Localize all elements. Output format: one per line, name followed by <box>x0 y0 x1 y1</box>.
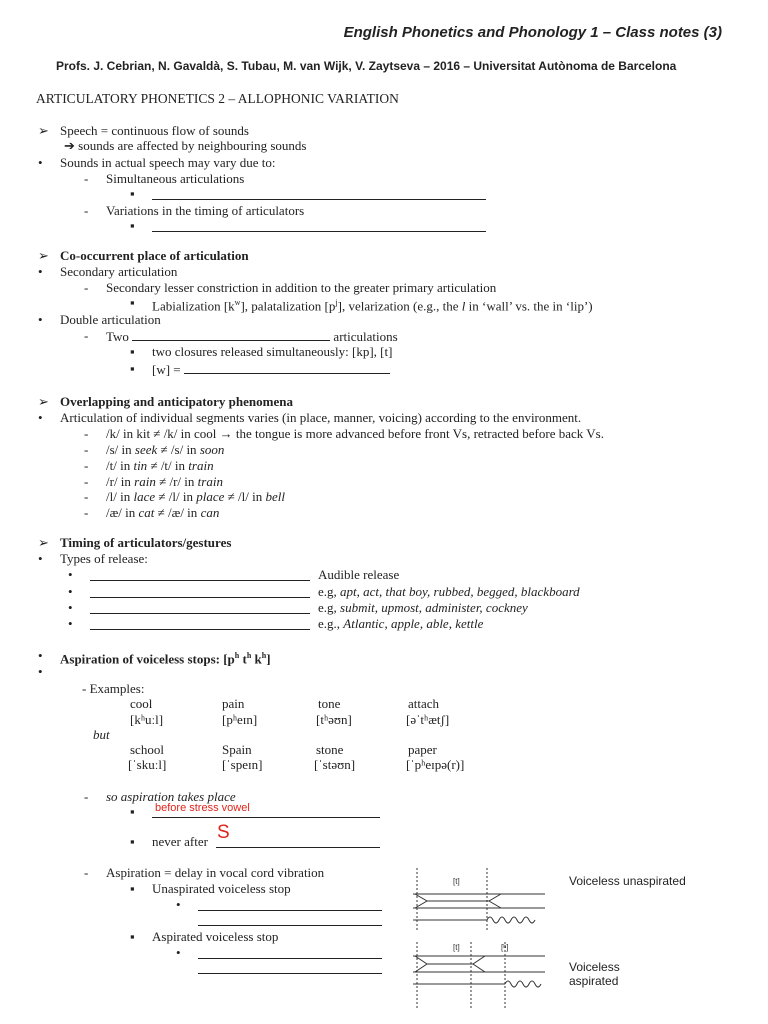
labial-text-a: Labialization [k <box>152 298 235 314</box>
dash-icon: - <box>84 171 89 186</box>
dash-icon: - <box>84 328 89 343</box>
never-after-text: never after <box>152 834 208 849</box>
transcription: [ˈstəʊn] <box>314 757 356 772</box>
sup-h: h <box>246 651 252 660</box>
overlap-heading: Overlapping and anticipatory phenomena <box>60 394 293 409</box>
aspiration-close: ] <box>266 651 271 667</box>
l-example-line <box>106 489 285 505</box>
example-word: cool <box>130 696 153 711</box>
two-text: Two <box>106 329 129 344</box>
examples-label: - Examples: <box>82 681 145 696</box>
bullet-icon: • <box>38 312 43 327</box>
ae-text-a: /æ/ in <box>106 505 139 520</box>
answer-blank[interactable] <box>216 835 380 848</box>
example-word: Spain <box>222 742 252 757</box>
answer-blank[interactable] <box>152 219 486 232</box>
labial-text-c: ], velarization (e.g., the <box>337 298 462 314</box>
s-text-c: ≠ /s/ in <box>157 442 200 457</box>
release-3-examples: submit, upmost, administer, cockney <box>340 600 528 615</box>
bullet-icon: • <box>38 664 43 679</box>
caption-unaspirated: Voiceless unaspirated <box>569 874 686 888</box>
answer-blank[interactable] <box>198 913 382 926</box>
affected-text: sounds are affected by neighbouring sounds <box>78 138 307 153</box>
sup-h: h <box>234 651 240 660</box>
s-text-d: soon <box>199 442 225 457</box>
section-heading <box>36 91 399 107</box>
release-4-examples: Atlantic, apple, able, kettle <box>343 616 484 631</box>
labial-text-d: in ‘wall’ vs. the in ‘lip’) <box>465 298 593 314</box>
lesser-constriction-line: Secondary lesser constriction in addition to the greater primary articulation <box>106 280 497 295</box>
bullet-icon: • <box>38 155 43 170</box>
transcription: [ˈpʰeɪpə(r)] <box>406 757 465 772</box>
t-text-c: ≠ /t/ in <box>147 458 189 473</box>
arrow-bullet-icon: ➢ <box>38 248 49 263</box>
unaspirated-label: Unaspirated voiceless stop <box>152 881 291 896</box>
bullet-icon: • <box>38 551 43 566</box>
transcription: [kʰuːl] <box>130 712 164 727</box>
timing-variation-line: Variations in the timing of articulators <box>106 203 305 218</box>
answer-blank[interactable] <box>132 328 330 341</box>
aspiration-k: k <box>251 651 262 667</box>
bullet-icon: • <box>68 567 73 582</box>
answer-blank[interactable] <box>90 617 310 630</box>
h-label-bottom: [ʰ] <box>501 943 509 952</box>
cooccurrent-heading: Co-occurrent place of articulation <box>60 248 249 263</box>
release-2-eg: e.g, <box>318 584 341 599</box>
l-text-e: ≠ /l/ in <box>224 489 266 504</box>
r-text-a: /r/ in <box>106 474 135 489</box>
example-word: attach <box>408 696 440 711</box>
release-2-examples: apt, act, that boy, rubbed, begged, blackboard <box>340 584 580 599</box>
l-text-b: lace <box>133 489 156 504</box>
sup-j: j <box>335 298 338 307</box>
double-line: Double articulation <box>60 312 161 327</box>
vary-line: Sounds in actual speech may vary due to: <box>60 155 276 170</box>
authors-line: Profs. J. Cebrian, N. Gavaldà, S. Tubau, M. van Wijk, V. Zaytseva – 2016 – Universitat Autònoma de Barcelona <box>56 59 677 73</box>
bullet-icon: • <box>68 584 73 599</box>
answer-blank[interactable] <box>198 961 382 974</box>
square-bullet-icon: ▪ <box>130 804 135 819</box>
dash-icon: - <box>84 789 89 804</box>
dash-icon: - <box>84 458 89 473</box>
labial-text-b: ], palatalization [p <box>240 298 336 314</box>
handwritten-answer: S <box>217 822 230 843</box>
transcription: [ˈspeɪn] <box>222 757 263 772</box>
arrow-bullet-icon: ➢ <box>38 394 49 409</box>
r-text-d: train <box>197 474 223 489</box>
square-bullet-icon: ▪ <box>130 929 135 944</box>
simultaneous-line: Simultaneous articulations <box>106 171 245 186</box>
transcription: [əˈtʰætʃ] <box>406 712 450 727</box>
answer-blank[interactable] <box>184 361 390 374</box>
t-example-line <box>106 458 214 474</box>
square-bullet-icon: ▪ <box>130 834 135 849</box>
answer-blank[interactable] <box>90 568 310 581</box>
affected-line <box>64 138 306 154</box>
bullet-icon: • <box>176 945 181 960</box>
dash-icon: - <box>84 489 89 504</box>
example-word: paper <box>408 742 437 757</box>
dash-icon: - <box>84 505 89 520</box>
example-word: school <box>130 742 164 757</box>
k-example-line: /k/ in kit ≠ /k/ in cool → the tongue is more advanced before front Vs, retracted before back Vs. <box>106 426 604 441</box>
square-bullet-icon: ▪ <box>130 361 135 376</box>
bullet-icon: • <box>68 600 73 615</box>
l-text-a: /l/ in <box>106 489 134 504</box>
document-title: English Phonetics and Phonology 1 – Class notes (3) <box>343 24 722 41</box>
release-2-text <box>318 584 580 600</box>
s-text-a: /s/ in <box>106 442 135 457</box>
sup-w: w <box>234 298 241 307</box>
example-word: stone <box>316 742 344 757</box>
secondary-line: Secondary articulation <box>60 264 178 279</box>
aspiration-heading <box>60 648 271 667</box>
answer-blank[interactable] <box>152 187 486 200</box>
timing-heading: Timing of articulators/gestures <box>60 535 232 550</box>
arrow-bullet-icon: ➢ <box>38 123 49 138</box>
release-4-eg: e.g., <box>318 616 344 631</box>
aspiration-t: t <box>239 651 247 667</box>
example-word: pain <box>222 696 245 711</box>
example-word: tone <box>318 696 341 711</box>
transcription: [tʰəʊn] <box>316 712 352 727</box>
aspirated-label: Aspirated voiceless stop <box>152 929 279 944</box>
sup-h: h <box>261 651 267 660</box>
varies-line: Articulation of individual segments varies (in place, manner, voicing) according to the environment. <box>60 410 582 425</box>
articulations-text: articulations <box>330 329 398 344</box>
transcription: [pʰeɪn] <box>222 712 258 727</box>
labialization-line <box>152 295 593 314</box>
dash-icon: - <box>84 280 89 295</box>
release-3-eg: e.g, <box>318 600 341 615</box>
but-label: but <box>93 727 110 742</box>
t-label-top: [t] <box>453 877 460 886</box>
closures-line: two closures released simultaneously: [kp], [t] <box>152 344 393 359</box>
l-text-d: place <box>196 489 225 504</box>
two-articulations-line <box>106 328 398 345</box>
s-text-b: seek <box>134 442 158 457</box>
w-equals-line <box>152 361 390 378</box>
dash-icon: - <box>84 865 89 880</box>
bullet-icon: • <box>38 648 43 663</box>
answer-blank[interactable] <box>90 585 310 598</box>
aspiration-diagram <box>405 868 725 1018</box>
aspiration-heading-text: Aspiration of voiceless stops: [p <box>60 651 235 667</box>
caption-aspirated-1: Voiceless <box>569 960 620 974</box>
types-line: Types of release: <box>60 551 148 566</box>
release-4-text <box>318 616 483 632</box>
release-1-text: Audible release <box>318 567 400 582</box>
arrow-bullet-icon: ➢ <box>38 535 49 550</box>
section-heading-rest: – ALLOPHONIC VARIATION <box>224 91 399 106</box>
dash-icon: - <box>84 426 89 441</box>
section-heading-bold: ARTICULATORY PHONETICS 2 <box>36 91 225 106</box>
bullet-icon: • <box>38 410 43 425</box>
square-bullet-icon: ▪ <box>130 186 135 201</box>
answer-blank[interactable] <box>198 946 382 959</box>
bullet-icon: • <box>176 897 181 912</box>
l-text-c: ≠ /l/ in <box>155 489 197 504</box>
square-bullet-icon: ▪ <box>130 295 135 310</box>
answer-blank[interactable] <box>198 898 382 911</box>
l-text-f: bell <box>265 489 285 504</box>
handwritten-answer: before stress vowel <box>155 802 250 814</box>
ae-text-d: can <box>200 505 220 520</box>
l-letter: l <box>461 298 466 314</box>
ae-text-c: ≠ /æ/ in <box>154 505 201 520</box>
so-aspiration-line: so aspiration takes place <box>106 789 236 804</box>
square-bullet-icon: ▪ <box>130 881 135 896</box>
bullet-icon: • <box>38 264 43 279</box>
square-bullet-icon: ▪ <box>130 344 135 359</box>
ae-example-line <box>106 505 219 521</box>
t-text-a: /t/ in <box>106 458 134 473</box>
answer-blank[interactable] <box>90 601 310 614</box>
dash-icon: - <box>84 442 89 457</box>
transcription: [ˈskuːl] <box>128 757 167 772</box>
r-example-line <box>106 474 223 490</box>
ae-text-b: cat <box>138 505 155 520</box>
dash-icon: - <box>84 474 89 489</box>
speech-line: Speech = continuous flow of sounds <box>60 123 249 138</box>
caption-aspirated-2: aspirated <box>569 974 619 988</box>
delay-line: Aspiration = delay in vocal cord vibration <box>106 865 325 880</box>
w-equals-text: [w] = <box>152 362 181 377</box>
dash-icon: - <box>84 203 89 218</box>
release-3-text <box>318 600 528 616</box>
t-text-d: train <box>188 458 214 473</box>
t-text-b: tin <box>133 458 148 473</box>
r-text-c: ≠ /r/ in <box>155 474 198 489</box>
square-bullet-icon: ▪ <box>130 218 135 233</box>
bullet-icon: • <box>68 616 73 631</box>
t-label-bottom: [t] <box>453 943 460 952</box>
r-text-b: rain <box>134 474 156 489</box>
s-example-line <box>106 442 224 458</box>
right-arrow-icon: ➔ <box>64 138 75 153</box>
